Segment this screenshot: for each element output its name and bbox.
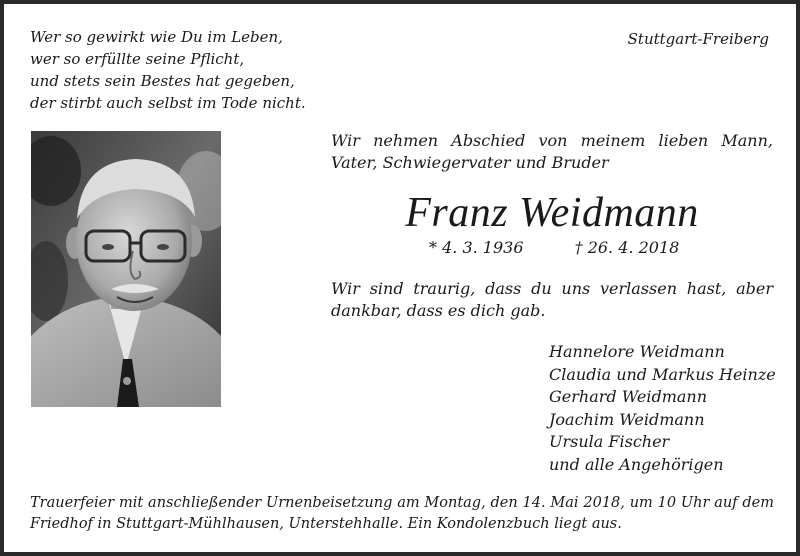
farewell-intro: Wir nehmen Abschied von meinem lieben Mann, Vater, Schwiegervater und Bruder <box>331 131 773 172</box>
death-date: † 26. 4. 2018 <box>574 238 680 257</box>
funeral-details: Trauerfeier mit anschließender Urnenbeisetzung am Montag, den 14. Mai 2018, um 10 Uhr auf dem Friedhof in Stuttgart-Mühlhausen, Unterstehhalle. Ein Kondolenzbuch liegt aus. <box>30 495 774 532</box>
portrait-image <box>31 131 221 407</box>
mourner-name: Gerhard Weidmann <box>549 387 708 406</box>
life-dates <box>429 238 679 257</box>
mourner-name: und alle Angehörigen <box>549 454 724 474</box>
poem-line: der stirbt auch selbst im Tode nicht. <box>30 94 306 112</box>
mourners-list <box>549 341 776 476</box>
birth-date: * 4. 3. 1936 <box>429 238 524 257</box>
mourner-name: Joachim Weidmann <box>549 409 705 429</box>
memorial-poem <box>30 26 306 114</box>
poem-line: und stets sein Bestes hat gegeben, <box>30 72 295 90</box>
deceased-name: Franz Weidmann <box>405 190 699 236</box>
mourner-name: Claudia und Markus Heinze <box>549 364 776 384</box>
mourning-message: Wir sind traurig, dass du uns verlassen hast, aber dankbar, dass es dich gab. <box>331 279 773 320</box>
mourner-name: Hannelore Weidmann <box>549 342 725 361</box>
poem-line: Wer so gewirkt wie Du im Leben, <box>30 28 283 46</box>
mourner-name: Ursula Fischer <box>549 432 670 451</box>
portrait-photo <box>31 131 221 407</box>
poem-line: wer so erfüllte seine Pflicht, <box>30 50 245 68</box>
location-label: Stuttgart-Freiberg <box>627 30 769 48</box>
